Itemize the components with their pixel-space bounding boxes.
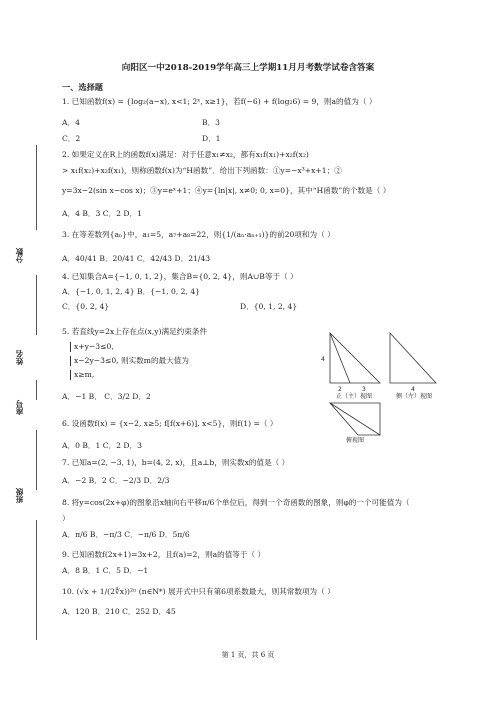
dim-2: 2: [338, 386, 342, 393]
top-view-shape: [330, 403, 380, 435]
q2-options: A．4 B．3 C．2 D．1: [62, 209, 142, 218]
q8-options: A．π/6 B．−π/3 C．−π/6 D．5π/6: [62, 530, 190, 539]
question-2-cont: > x₁f(x₂)+x₂f(x₁)，则称函数f(x)为“H函数”．给出下列函数：①y=−x³+x+1；②: [62, 166, 342, 175]
page-title: 向阳区一中2018-2019学年高三上学期11月月考数学试卷含答案: [121, 63, 375, 73]
q5-options: A．−1 B． C．3/2 D．2: [62, 392, 151, 401]
q1-option-a: A．4: [62, 118, 80, 127]
question-5: 5. 若直线y=2x上存在点(x,y)满足约束条件: [62, 327, 208, 336]
q5-system: x+y−3≤0,: [70, 342, 114, 352]
top-view-edge: [330, 403, 358, 435]
dim-3: 3: [362, 386, 366, 393]
dim-4-left: 4: [321, 356, 325, 363]
top-view-label: 俯视图: [346, 437, 365, 443]
question-6: 6. 设函数f(x) = {x−2, x≥5; f[f(x+6)], x<5}，则f(1) =（ ）: [62, 419, 278, 428]
three-view-figure: [318, 325, 443, 443]
q1-option-c: C．2: [62, 134, 81, 143]
binding-line: [36, 380, 37, 400]
side-view-label: 侧（左）视图: [396, 393, 433, 400]
q9-options: A．8 B．1 C．5 D．−1: [62, 566, 149, 575]
page-footer: 第 1 页，共 6 页: [221, 651, 275, 659]
side-view-shape: [390, 333, 436, 383]
front-view-shape: [330, 333, 380, 383]
question-8-paren: ）: [62, 514, 70, 523]
question-4: 4. 已知集合A={−1, 0, 1, 2}，集合B={0, 2, 4}，则A∪B等于（ ）: [62, 272, 298, 281]
binding-line: [36, 275, 37, 335]
q5-system: x−2y−3≤0, 则实数m的最大值为: [70, 356, 189, 366]
question-10: 10. (√x + 1/(2∜x))²ⁿ (n∈N*) 展开式中只有第6项系数最大，则其常数项为（ ）: [62, 587, 335, 596]
question-2-cont: y=3x−2(sin x−cos x)；③y=eˣ+1；④y={ln|x|, x≠0; 0, x=0}，其中“H函数”的个数是（ ）: [62, 186, 391, 195]
score-label: 分数: [15, 248, 24, 263]
binding-line: [36, 145, 37, 230]
q4-option-ab: A．{−1, 0, 1, 2, 4} B．{−1, 0, 2, 4}: [62, 287, 200, 296]
binding-line: [36, 520, 37, 640]
question-1: 1. 已知函数f(x) = {log₂(a−x), x<1; 2ˣ, x≥1}，若f(−6) + f(log₂6) = 9，则a的值为（ ）: [62, 97, 377, 106]
q4-option-c: C．{0, 2, 4}: [62, 302, 110, 311]
question-9: 9. 已知函数f(2x+1)=3x+2，且f(a)=2，则a的值等于（ ）: [62, 550, 266, 559]
seat-label: 座号: [15, 400, 24, 415]
question-8: 8. 将y=cos(2x+φ)的图象沿x轴向右平移π/6个单位后，得到一个奇函数的图象，则φ的一个可能值为（: [62, 498, 410, 507]
name-label: 姓名: [15, 350, 24, 365]
q3-options: A．40/41 B．20/41 C．42/43 D．21/43: [62, 254, 211, 263]
q7-options: A．−2 B．2 C．−2/3 D．2/3: [62, 476, 170, 485]
question-7: 7. 已知a=(2, −3, 1)，b=(4, 2, x)，且a⊥b，则实数x的值是（ ）: [62, 458, 290, 467]
q10-options: A．120 B．210 C．252 D．45: [62, 607, 176, 616]
class-label: 班级: [15, 488, 24, 503]
q4-option-d: D．{0, 1, 2, 4}: [240, 302, 298, 311]
q6-options: A．0 B．1 C．2 D．3: [62, 441, 142, 450]
q1-option-d: D．1: [202, 134, 221, 143]
binding-line: [36, 430, 37, 490]
section-heading: 一、选择题: [62, 82, 103, 92]
q1-option-b: B．3: [202, 118, 221, 127]
question-2: 2. 如果定义在R上的函数f(x)满足：对于任意x₁≠x₂，都有x₁f(x₁)+x₂f(x₂): [62, 150, 309, 159]
front-view-hidden-edge: [330, 333, 350, 383]
dim-4-right: 4: [411, 386, 415, 393]
question-3: 3. 在等差数列{aₙ}中，a₁=5，a₇+a₈=22，则{1/(aₙ·aₙ₊₁)}的前20项和为（ ）: [62, 230, 335, 239]
q5-system: x≥m,: [70, 370, 94, 380]
front-view-label: 正（主）视图: [336, 393, 373, 400]
